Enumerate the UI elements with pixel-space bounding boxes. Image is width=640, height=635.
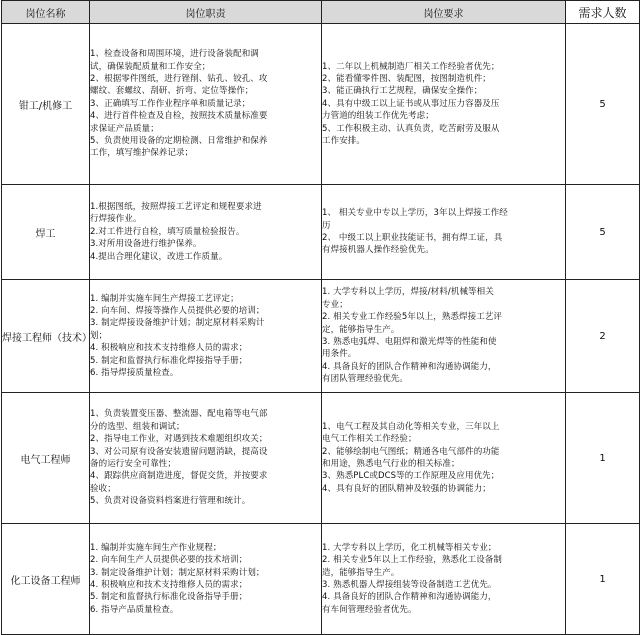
requirements-cell [322,24,566,185]
requirement-line: 有焊接机器人操作经验优先。 [322,245,434,256]
header-requirements: 岗位要求 [322,1,566,24]
duty-line: 4.提出合理化建议，改进工作质量。 [90,251,228,262]
requirements-list [322,542,565,616]
requirement-line: 1、电气工程及其自动化等相关专业，三年以上 [322,421,500,432]
duties-list [90,408,321,507]
requirements-cell [322,393,566,524]
requirements-list [322,421,565,495]
requirement-line: 4. 具备良好的团队合作精神和沟通协调能力， [322,361,497,372]
requirement-line: 有团队管理经验优先。 [322,374,409,385]
requirement-line: 3、熟悉PLC或DCS等的工作原理及应用优先； [322,471,500,482]
requirement-line: 3. 熟悉电弧焊、电阻焊和激光焊等的性能和使 [322,337,497,347]
headcount-cell: 1 [566,524,640,635]
requirement-line: 历 [322,220,331,231]
requirements-cell [322,185,566,280]
requirement-line: 4. 具备良好的团队合作精神和沟通协调能力， [322,592,497,603]
duties-cell [90,393,322,524]
duties-cell [90,280,322,393]
duty-line: 1、检查设备和周围环境，进行设备装配和调 [90,49,259,60]
duty-line: 备的运行安全可靠性； [90,459,177,469]
table-row [2,524,640,635]
headcount-cell: 1 [566,393,640,524]
duties-cell [90,524,322,635]
duties-cell [90,185,322,280]
requirement-line: 1. 大学专科以上学历，化工机械等相关专业； [322,542,497,553]
requirement-line: 定，能够指导生产。 [322,324,400,335]
duty-line: 4. 积极响应和技术支持维修人员的需求； [90,580,248,590]
requirement-line: 电气工作相关工作经验； [322,434,417,445]
table-header-row [2,1,640,24]
position-name-cell: 焊接工程师（技术） [2,280,90,393]
header-position-name: 岗位名称 [2,1,90,24]
requirement-line: 和用途，熟悉电气行业的相关标准； [322,459,460,469]
header-headcount: 需求人数 [566,1,640,24]
duty-line: 5、负责对设备资料档案进行管理和统计。 [90,496,251,507]
job-requirements-table [1,0,640,635]
position-name-cell: 焊工 [2,185,90,280]
duty-line: 4. 积极响应和技术支持维修人员的需求； [90,343,248,354]
duty-line: 分的选型、组装和调试； [90,421,185,432]
duty-line: 5、负责使用设备的定期检测、日常维护和保养 [90,136,268,147]
requirement-line: 5、工作积极主动、认真负责，吃苦耐劳及服从 [322,123,500,134]
headcount-cell: 2 [566,280,640,393]
requirements-list [322,207,565,257]
duty-line: 2、指导电工作业，对遇到技术难题组织攻关； [90,434,268,445]
duty-line: 1. 编制并实施车间生产作业规程； [90,542,222,553]
requirement-line: 1、二年以上机械制造厂相关工作经验者优先； [322,61,500,72]
duty-line: 1. 编制并实施车间生产焊接工艺评定； [90,293,239,304]
duties-list [90,48,321,160]
duty-line: 1.根据图纸，按照焊接工艺评定和规程要求进 [90,201,262,212]
requirement-line: 用条件。 [322,349,357,360]
requirement-line: 有车间管理经验者优先。 [322,604,417,615]
duty-line: 行焊接作业。 [90,214,142,225]
headcount-cell: 5 [566,24,640,185]
header-duties: 岗位职责 [90,1,322,24]
table-row [2,185,640,280]
requirements-list [322,61,565,148]
requirement-line: 2. 相关专业工作经验5年以上，熟悉焊接工艺评 [322,312,503,323]
position-name-cell: 电气工程师 [2,393,90,524]
position-name-cell: 化工设备工程师 [2,524,90,635]
requirement-line: 2、能看懂零件图、装配图，按图制造机件； [322,73,491,84]
duties-list [90,293,321,380]
duty-line: 求保证产品质量； [90,123,159,134]
duty-line: 3、对公司原有设备安装遗留问题消缺，提高设 [90,446,268,457]
duty-line: 2.对工件进行自检，填写质量检验报告。 [90,226,245,237]
duty-line: 5. 制定和监督执行标准化设备指导手册； [90,592,248,603]
requirement-line: 1、 相关专业中专以上学历，3年以上焊接工作经 [322,208,508,219]
duty-line: 试，确保装配质量和工作安全； [90,61,211,72]
duty-line: 3. 制定设备维护计划；制定原材料采购计划； [90,567,265,578]
duty-line: 2. 向车间生产人员提供必要的技术培训； [90,555,248,566]
duty-line: 6. 指导焊接质量检查。 [90,368,179,379]
requirements-cell [322,524,566,635]
requirement-line: 造，能够指导生产。 [322,567,400,578]
duty-line: 划； [90,330,108,341]
duty-line: 3、正确填写工作作业程序单和质量记录； [90,98,251,109]
duties-list [90,542,321,616]
requirement-line: 2、 中级工以上职业技能证书，拥有焊工证，具 [322,233,503,243]
requirement-line: 2、能够绘制电气图纸；精通各电气部件的功能 [322,446,500,457]
duty-line: 3.对所用设备进行维护保养。 [90,239,202,250]
table-row [2,280,640,393]
duty-line: 螺纹、套螺纹、刮研、折弯、定位等操作； [90,86,254,97]
requirement-line: 3. 熟悉机器人焊接组装等设备制造工艺优先。 [322,580,497,590]
requirement-line: 3、能正确执行工艺规程，确保安全操作； [322,86,483,97]
requirements-cell [322,280,566,393]
position-name-cell: 钳工/机修工 [2,24,90,185]
requirement-line: 力管道的组装工作优先考虑； [322,111,434,122]
duty-line: 2. 向车间、焊接等操作人员提供必要的培训； [90,305,265,316]
requirement-line: 工作安排。 [322,136,366,147]
duty-line: 6. 指导产品质量检查。 [90,604,179,615]
requirement-line: 2. 相关专业5年以上工作经验，熟悉化工设备制 [322,555,503,566]
headcount-cell: 5 [566,185,640,280]
requirement-line: 专业； [322,299,348,310]
duty-line: 2、根据零件图纸，进行锉削、钻孔、铰孔、攻 [90,73,268,84]
duty-line: 5. 制定和监督执行标准化焊接指导手册； [90,355,248,366]
duty-line: 4、跟踪供应商制造进度，督促交货，并按要求 [90,471,268,482]
requirements-list [322,286,565,385]
table-row [2,393,640,524]
requirement-line: 4、具有良好的团队精神及较强的协调能力； [322,483,491,494]
duty-line: 工作，填写维护保养记录； [90,148,194,159]
duties-cell [90,24,322,185]
duty-line: 验收； [90,483,116,494]
duty-line: 1、负责装置变压器、整流器、配电箱等电气部 [90,409,268,420]
duties-list [90,201,321,263]
requirement-line: 4、具有中级工以上证书或从事过压力容器及压 [322,98,500,109]
table-row [2,24,640,185]
requirement-line: 1. 大学专科以上学历，焊接/材料/机械等相关 [322,287,494,298]
duty-line: 3. 制定焊接设备维护计划；制定原材料采购计 [90,318,265,329]
duty-line: 4、进行首件检查及自检，按照技术质量标准要 [90,111,268,122]
